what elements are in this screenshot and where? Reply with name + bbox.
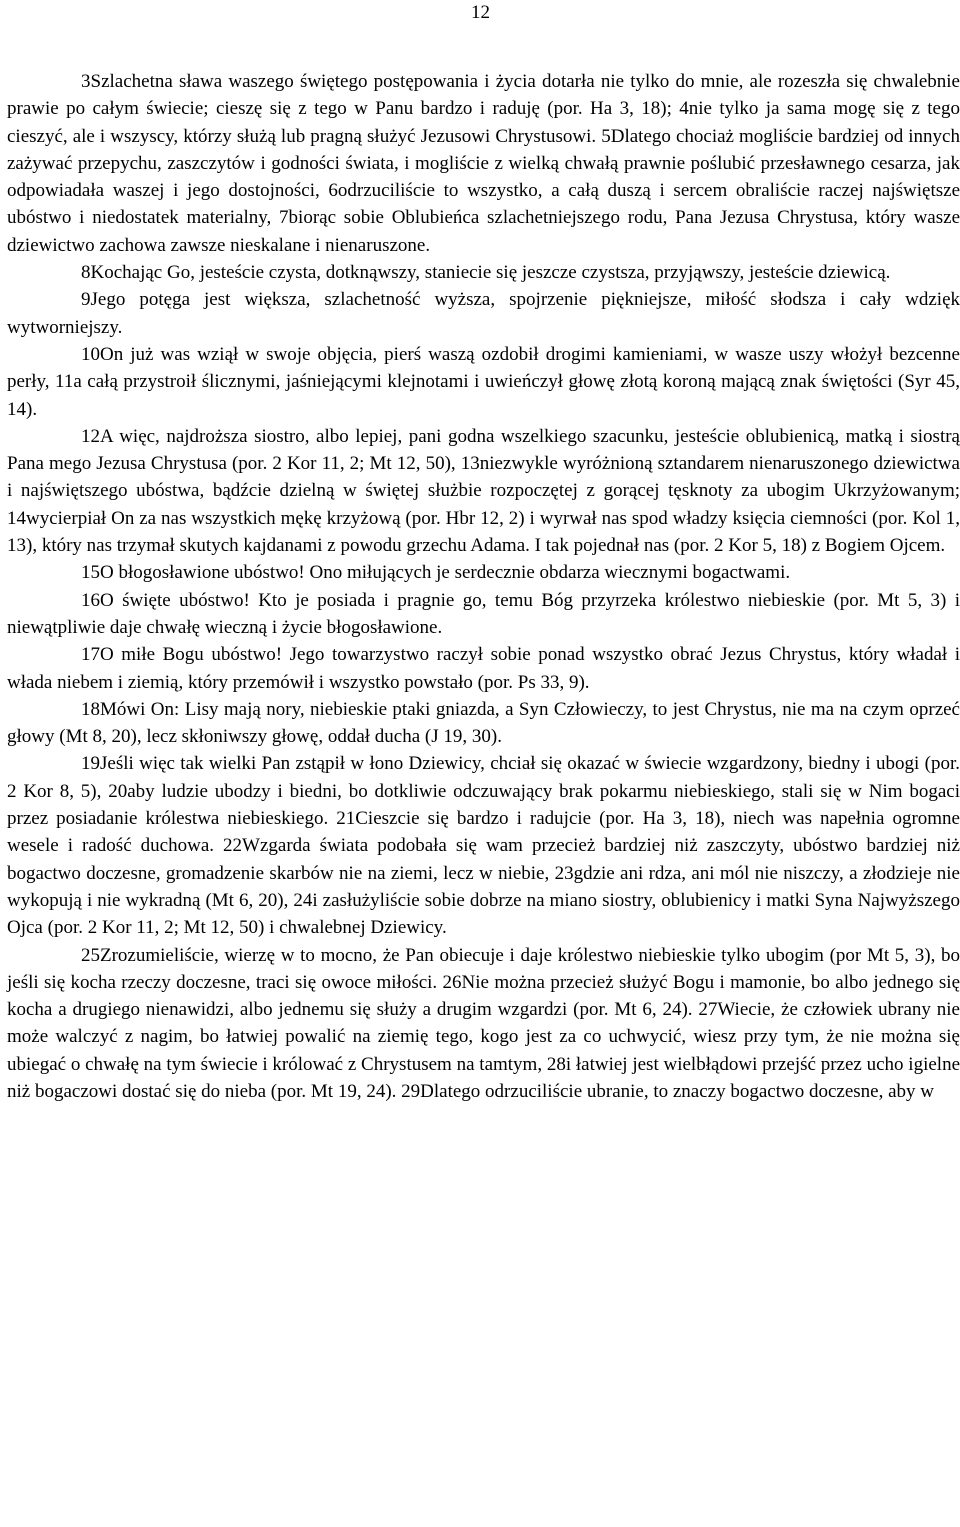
paragraph: 17O miłe Bogu ubóstwo! Jego towarzystwo raczył sobie ponad wszystko obrać Jezus Chrystus, który władał i włada niebem i ziemią, który przemówił i wszystko powstało (por. Ps 33, 9). [7, 644, 960, 693]
paragraph: 18Mówi On: Lisy mają nory, niebieskie ptaki gniazda, a Syn Człowieczy, to jest Chrystus, nie ma na czym oprzeć głowy (Mt 8, 20), lecz skłoniwszy głowę, oddał ducha (J 19, 30). [7, 698, 960, 748]
paragraph: 25Zrozumieliście, wierzę w to mocno, że Pan obiecuje i daje królestwo niebieskie tylko ubogim (por Mt 5, 3), bo jeśli się kocha rzeczy doczesne, traci się owoce miłości. 26Nie można przecież służyć Bogu i mamonie, bo albo jednego się kocha a drugiego nienawidzi, albo jednemu się służy a drugim wzgardzi (por. Mt 6, 24). 27Wiecie, że człowiek ubrany nie może walczyć z nagim, bo łatwiej powalić na ziemię tego, kogo jest za co uchwycić, wiesz przy tym, że nie można się ubiegać o chwałę na tym świecie i królować z Chrystusem na tamtym, 28i łatwiej jest wielbłądowi przejść przez ucho igielne niż bogaczowi dostać się do nieba (por. Mt 19, 24). 29Dlatego odrzuciliście ubranie, to znaczy bogactwo doczesne, aby w [7, 944, 960, 1102]
body-text [7, 68, 960, 1105]
paragraph: 15O błogosławione ubóstwo! Ono miłujących je serdecznie obdarza wiecznymi bogactwami. [81, 562, 791, 584]
paragraph: 3Szlachetna sława waszego świętego postępowania i życia dotarła nie tylko do mnie, ale rozeszła się chwalebnie prawie po całym świecie; cieszę się z tego w Panu bardzo i raduję (por. Ha 3, 18); 4nie tylko ja sama mogę się z tego cieszyć, ale i wszyscy, którzy służą lub pragną służyć Jezusowi Chrystusowi. 5Dlatego chociaż mogliście bardziej od innych zażywać przepychu, zaszczytów i godności świata, i mogliście z wielką chwałą prawnie poślubić przesławnego cesarza, jak odpowiadała waszej i jego dostojności, 6odrzuciliście to wszystko, a całą duszą i sercem obraliście raczej najświętsze ubóstwo i niedostatek materialny, 7biorąc sobie Oblubieńca szlachetniejszego rodu, Pana Jezusa Chrystusa, który wasze dziewictwo zachowa zawsze nieskalane i nienaruszone. [7, 71, 960, 256]
paragraph: 10On już was wziął w swoje objęcia, pierś waszą ozdobił drogimi kamieniami, w wasze uszy włożył bezcenne perły, 11a całą przystroił ślicznymi, jaśniejącymi klejnotami i uwieńczył głowę złotą koroną mającą znak świętości (Syr 45, 14). [7, 343, 960, 420]
page-number: 12 [471, 2, 490, 23]
paragraph: 16O święte ubóstwo! Kto je posiada i pragnie go, temu Bóg przyrzeka królestwo niebieskie (por. Mt 5, 3) i niewątpliwie daje chwałę wieczną i życie błogosławione. [7, 589, 960, 638]
paragraph: 19Jeśli więc tak wielki Pan zstąpił w łono Dziewicy, chciał się okazać w świecie wzgardzony, biedny i ubogi (por. 2 Kor 8, 5), 20aby ludzie ubodzy i biedni, bo dotkliwie odczuwający brak pokarmu niebieskiego, stali się w Nim bogaci przez posiadanie królestwa niebieskiego. 21Cieszcie się bardzo i radujcie (por. Ha 3, 18), niech was napełnia ogromne wesele i radość duchowa. 22Wzgarda świata podobała się wam przecież bardziej niż zaszczyty, ubóstwo bardziej niż bogactwo doczesne, gromadzenie skarbów nie na ziemi, lecz w niebie, 23gdzie ani rdza, ani mól nie niszczy, a złodzieje nie wykopują i nie wykradną (Mt 6, 20), 24i zasłużyliście sobie dobrze na miano siostry, oblubienicy i matki Syna Najwyższego Ojca (por. 2 Kor 11, 2; Mt 12, 50) i chwalebnej Dziewicy. [7, 753, 960, 939]
paragraph: 9Jego potęga jest większa, szlachetność wyższa, spojrzenie piękniejsze, miłość słodsza i cały wdzięk wytworniejszy. [7, 289, 960, 338]
paragraph: 12A więc, najdroższa siostro, albo lepiej, pani godna wszelkiego szacunku, jesteście oblubienicą, matką i siostrą Pana mego Jezusa Chrystusa (por. 2 Kor 11, 2; Mt 12, 50), 13niezwykle wyróżnioną sztandarem nienaruszonego dziewictwa i najświętszego ubóstwa, bądźcie dzielną w świętej służbie rozpoczętej z gorącej tęsknoty za ubogim Ukrzyżowanym; 14wycierpiał On za nas wszystkich mękę krzyżową (por. Hbr 12, 2) i wyrwał nas spod władzy księcia ciemności (por. Kol 1, 13), który nas trzymał skutych kajdanami z powodu grzechu Adama. I tak pojednał nas (por. 2 Kor 5, 18) z Bogiem Ojcem. [7, 425, 960, 557]
paragraph: 8Kochając Go, jesteście czysta, dotknąwszy, staniecie się jeszcze czystsza, przyjąwszy, jesteście dziewicą. [81, 262, 891, 284]
